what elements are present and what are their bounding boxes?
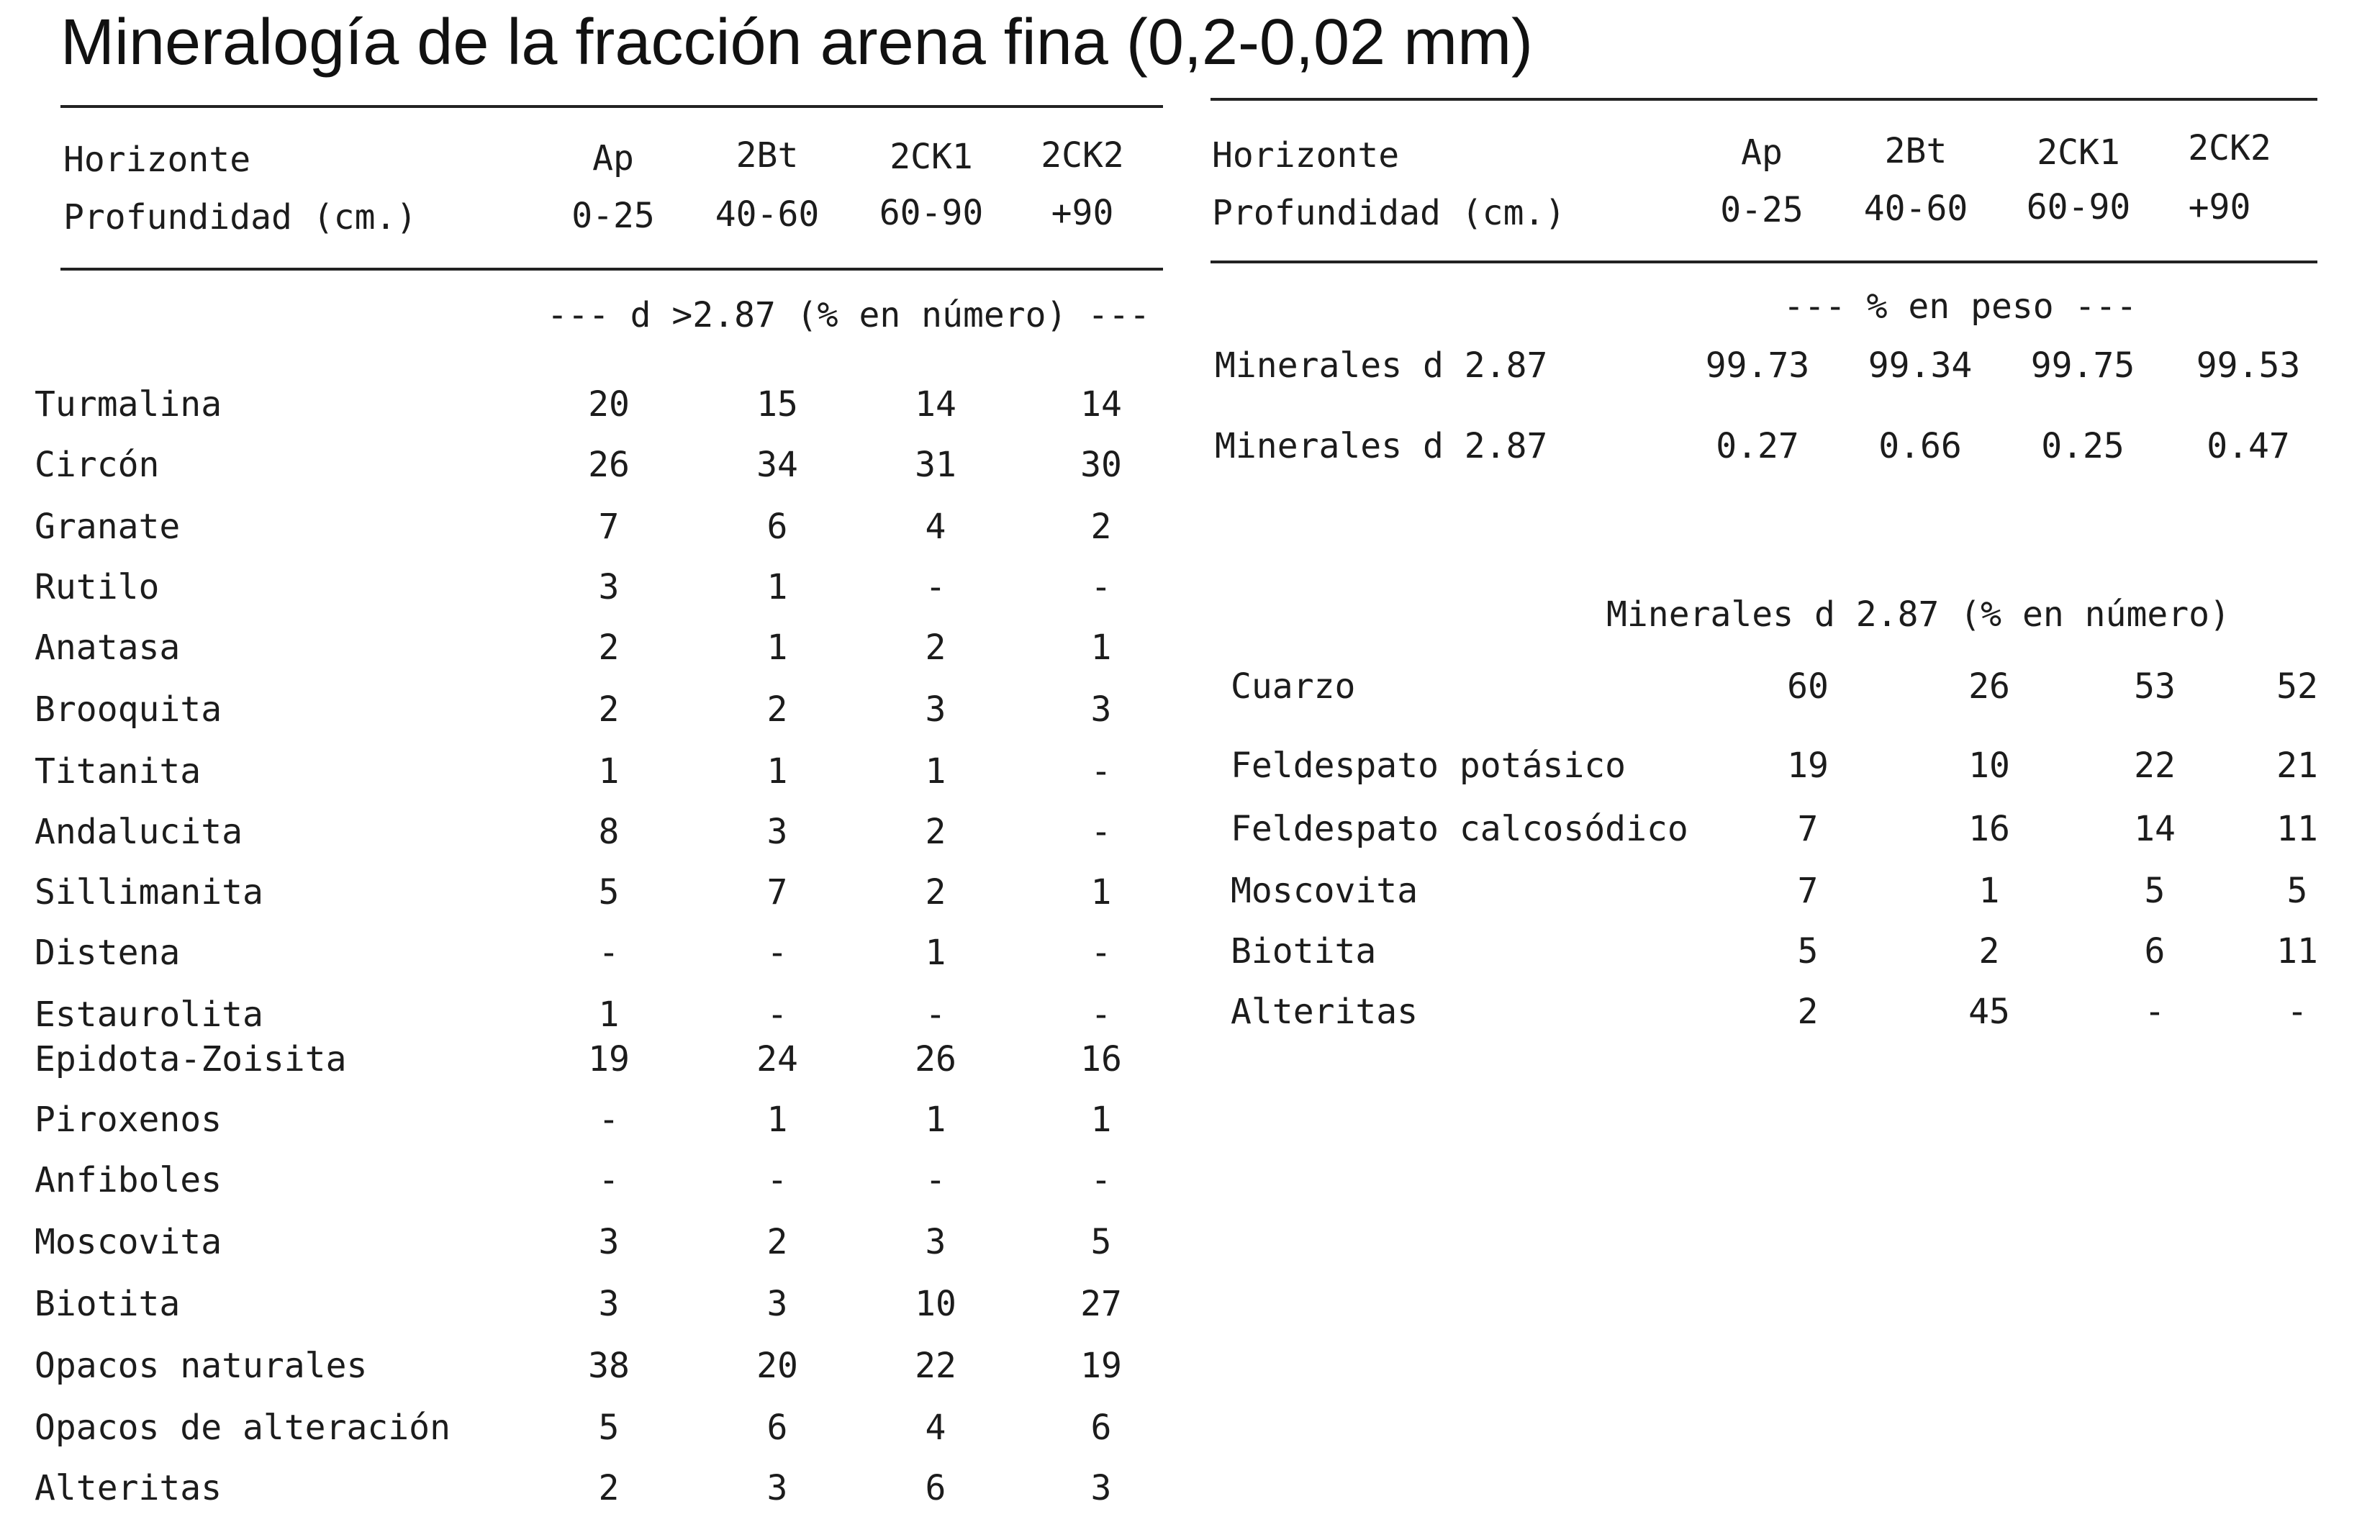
left-table-cell: 3 bbox=[925, 1222, 946, 1262]
left-table-cell: 15 bbox=[756, 384, 798, 425]
left-table-row-name: Piroxenos bbox=[35, 1100, 222, 1140]
light-table-cell: 21 bbox=[2276, 746, 2318, 786]
left-top-rule bbox=[60, 105, 1163, 108]
light-table-row-name: Moscovita bbox=[1231, 871, 1419, 911]
left-table-cell: 1 bbox=[598, 751, 620, 792]
left-table-cell: 2 bbox=[766, 1222, 788, 1262]
light-table-row-name: Feldespato calcosódico bbox=[1231, 809, 1688, 849]
light-table-cell: 11 bbox=[2276, 809, 2318, 849]
left-table-cell: 7 bbox=[766, 872, 788, 912]
left-table-cell: 10 bbox=[915, 1284, 956, 1324]
left-table-cell: - bbox=[1090, 995, 1112, 1035]
right-depth-2ck1: 60-90 bbox=[2026, 187, 2131, 227]
weight-table-cell: 0.47 bbox=[2207, 426, 2290, 466]
left-table-cell: 4 bbox=[925, 1408, 946, 1448]
right-header-rule bbox=[1211, 261, 2317, 263]
light-table-cell: 10 bbox=[1968, 746, 2010, 786]
right-depth-2ck2: +90 bbox=[2188, 187, 2251, 227]
right-depth-2bt: 40-60 bbox=[1863, 189, 1968, 229]
left-table-cell: 1 bbox=[925, 751, 946, 792]
light-table-cell: 19 bbox=[1787, 746, 1829, 786]
light-table-cell: 52 bbox=[2276, 666, 2318, 707]
left-table-row-name: Distena bbox=[35, 933, 181, 973]
left-table-cell: 2 bbox=[598, 1468, 620, 1508]
light-table-cell: 6 bbox=[2144, 931, 2166, 971]
left-table-cell: 6 bbox=[766, 1408, 788, 1448]
left-table-row-name: Brooquita bbox=[35, 689, 222, 730]
left-table-cell: 5 bbox=[598, 872, 620, 912]
light-table-cell: 60 bbox=[1787, 666, 1829, 707]
left-table-cell: - bbox=[1090, 812, 1112, 852]
weight-table-cell: 99.73 bbox=[1705, 345, 1810, 386]
light-table-row-name: Feldespato potásico bbox=[1231, 746, 1626, 786]
left-table-cell: 1 bbox=[1090, 628, 1112, 668]
right-horizon-label: Horizonte bbox=[1212, 135, 1400, 176]
left-table-cell: 34 bbox=[756, 445, 798, 485]
light-table-cell: 2 bbox=[1978, 931, 2000, 971]
left-table-cell: 30 bbox=[1080, 445, 1122, 485]
right-horizon-ap: Ap bbox=[1741, 132, 1783, 173]
left-table-row-name: Moscovita bbox=[35, 1222, 222, 1262]
left-table-cell: - bbox=[598, 933, 620, 973]
left-table-row-name: Epidota-Zoisita bbox=[35, 1039, 347, 1079]
left-horizon-ap: Ap bbox=[592, 138, 634, 178]
left-table-cell: 3 bbox=[925, 689, 946, 730]
left-table-cell: 3 bbox=[766, 812, 788, 852]
left-horizon-2bt: 2Bt bbox=[736, 135, 799, 176]
left-table-row-name: Rutilo bbox=[35, 567, 160, 607]
left-horizon-2ck2: 2CK2 bbox=[1041, 135, 1124, 176]
right-horizon-2ck1: 2CK1 bbox=[2037, 132, 2120, 173]
left-table-cell: - bbox=[1090, 567, 1112, 607]
left-table-row-name: Andalucita bbox=[35, 812, 243, 852]
left-table-cell: 2 bbox=[766, 689, 788, 730]
left-table-row-name: Anfiboles bbox=[35, 1160, 222, 1200]
light-table-cell: 45 bbox=[1968, 992, 2010, 1032]
left-section-label: --- d >2.87 (% en número) --- bbox=[547, 295, 1151, 335]
left-table-cell: 6 bbox=[925, 1468, 946, 1508]
left-table-cell: 5 bbox=[598, 1408, 620, 1448]
light-table-cell: - bbox=[2286, 992, 2308, 1032]
left-table-cell: 20 bbox=[756, 1346, 798, 1386]
light-table-cell: 1 bbox=[1978, 871, 2000, 911]
left-table-cell: 2 bbox=[1090, 507, 1112, 547]
left-depth-ap: 0-25 bbox=[571, 196, 655, 236]
left-table-row-name: Alteritas bbox=[35, 1468, 222, 1508]
left-table-row-name: Opacos de alteración bbox=[35, 1408, 451, 1448]
left-table-row-name: Granate bbox=[35, 507, 181, 547]
light-table-cell: 5 bbox=[1797, 931, 1819, 971]
left-table-cell: 8 bbox=[598, 812, 620, 852]
light-table-cell: 5 bbox=[2144, 871, 2166, 911]
left-table-row-name: Turmalina bbox=[35, 384, 222, 425]
left-depth-2bt: 40-60 bbox=[715, 194, 820, 235]
left-table-cell: 1 bbox=[1090, 1100, 1112, 1140]
left-header-rule bbox=[60, 268, 1163, 271]
light-table-cell: 14 bbox=[2134, 809, 2176, 849]
left-table-cell: 22 bbox=[915, 1346, 956, 1386]
weight-table-cell: 0.66 bbox=[1878, 426, 1962, 466]
left-table-cell: 16 bbox=[1080, 1039, 1122, 1079]
left-table-cell: 27 bbox=[1080, 1284, 1122, 1324]
left-table-cell: 1 bbox=[766, 1100, 788, 1140]
left-table-cell: - bbox=[925, 567, 946, 607]
left-table-cell: - bbox=[1090, 751, 1112, 792]
left-depth-label: Profundidad (cm.) bbox=[63, 197, 417, 237]
left-table-cell: 3 bbox=[598, 1284, 620, 1324]
weight-table-cell: 0.27 bbox=[1716, 426, 1799, 466]
left-table-cell: - bbox=[1090, 1160, 1112, 1200]
left-depth-2ck2: +90 bbox=[1051, 193, 1114, 233]
right-horizon-2ck2: 2CK2 bbox=[2188, 128, 2271, 168]
left-table-cell: - bbox=[766, 995, 788, 1035]
left-table-cell: - bbox=[925, 995, 946, 1035]
left-table-row-name: Titanita bbox=[35, 751, 202, 792]
weight-table-cell: 99.53 bbox=[2196, 345, 2301, 386]
left-table-cell: 14 bbox=[915, 384, 956, 425]
left-table-cell: 3 bbox=[766, 1284, 788, 1324]
light-table-row-name: Alteritas bbox=[1231, 992, 1419, 1032]
light-table-cell: 7 bbox=[1797, 809, 1819, 849]
left-table-cell: - bbox=[1090, 933, 1112, 973]
left-table-cell: 1 bbox=[766, 751, 788, 792]
weight-table-row-name: Minerales d 2.87 bbox=[1215, 345, 1548, 386]
left-table-cell: 26 bbox=[915, 1039, 956, 1079]
weight-table-cell: 99.34 bbox=[1868, 345, 1973, 386]
left-table-cell: 1 bbox=[766, 628, 788, 668]
left-table-cell: - bbox=[925, 1160, 946, 1200]
left-table-cell: 31 bbox=[915, 445, 956, 485]
page-title: Mineralogía de la fracción arena fina (0,2-0,02 mm) bbox=[60, 6, 1534, 78]
light-table-cell: 22 bbox=[2134, 746, 2176, 786]
light-table-cell: 11 bbox=[2276, 931, 2318, 971]
weight-table-cell: 0.25 bbox=[2041, 426, 2125, 466]
left-table-row-name: Anatasa bbox=[35, 628, 181, 668]
left-table-cell: 2 bbox=[925, 872, 946, 912]
light-table-cell: 53 bbox=[2134, 666, 2176, 707]
left-table-cell: 3 bbox=[1090, 689, 1112, 730]
light-table-row-name: Cuarzo bbox=[1231, 666, 1356, 707]
left-table-cell: 1 bbox=[1090, 872, 1112, 912]
left-table-cell: 6 bbox=[1090, 1408, 1112, 1448]
right-light-section-label: Minerales d 2.87 (% en número) bbox=[1606, 594, 2230, 635]
left-table-cell: - bbox=[598, 1100, 620, 1140]
left-table-row-name: Estaurolita bbox=[35, 995, 263, 1035]
left-table-cell: 1 bbox=[766, 567, 788, 607]
left-horizon-label: Horizonte bbox=[63, 140, 251, 180]
right-depth-label: Profundidad (cm.) bbox=[1212, 193, 1566, 233]
weight-table-row-name: Minerales d 2.87 bbox=[1215, 426, 1548, 466]
light-table-cell: - bbox=[2144, 992, 2166, 1032]
left-table-cell: 3 bbox=[598, 567, 620, 607]
left-table-cell: 7 bbox=[598, 507, 620, 547]
left-table-cell: 20 bbox=[588, 384, 630, 425]
left-table-cell: 24 bbox=[756, 1039, 798, 1079]
right-weight-section-label: --- % en peso --- bbox=[1783, 286, 2137, 327]
light-table-cell: 2 bbox=[1797, 992, 1819, 1032]
light-table-cell: 5 bbox=[2286, 871, 2308, 911]
light-table-cell: 7 bbox=[1797, 871, 1819, 911]
left-table-row-name: Sillimanita bbox=[35, 872, 263, 912]
left-table-cell: - bbox=[766, 1160, 788, 1200]
left-table-cell: 2 bbox=[598, 689, 620, 730]
left-table-cell: - bbox=[598, 1160, 620, 1200]
left-table-cell: 2 bbox=[598, 628, 620, 668]
left-table-cell: 26 bbox=[588, 445, 630, 485]
left-table-cell: 3 bbox=[1090, 1468, 1112, 1508]
left-table-cell: 19 bbox=[1080, 1346, 1122, 1386]
right-top-rule bbox=[1211, 98, 2317, 101]
left-table-cell: 3 bbox=[598, 1222, 620, 1262]
left-table-cell: 4 bbox=[925, 507, 946, 547]
left-table-cell: 3 bbox=[766, 1468, 788, 1508]
light-table-cell: 26 bbox=[1968, 666, 2010, 707]
left-table-row-name: Biotita bbox=[35, 1284, 181, 1324]
weight-table-cell: 99.75 bbox=[2030, 345, 2135, 386]
left-table-cell: 1 bbox=[925, 1100, 946, 1140]
left-table-row-name: Opacos naturales bbox=[35, 1346, 368, 1386]
right-horizon-2bt: 2Bt bbox=[1884, 131, 1947, 171]
right-depth-ap: 0-25 bbox=[1720, 190, 1804, 230]
left-table-cell: 1 bbox=[925, 933, 946, 973]
left-table-row-name: Circón bbox=[35, 445, 160, 485]
light-table-cell: 16 bbox=[1968, 809, 2010, 849]
left-table-cell: 38 bbox=[588, 1346, 630, 1386]
left-depth-2ck1: 60-90 bbox=[879, 193, 984, 233]
left-table-cell: 2 bbox=[925, 628, 946, 668]
light-table-row-name: Biotita bbox=[1231, 931, 1377, 971]
left-table-cell: - bbox=[766, 933, 788, 973]
left-table-cell: 19 bbox=[588, 1039, 630, 1079]
left-table-cell: 2 bbox=[925, 812, 946, 852]
left-table-cell: 5 bbox=[1090, 1222, 1112, 1262]
left-table-cell: 14 bbox=[1080, 384, 1122, 425]
left-table-cell: 1 bbox=[598, 995, 620, 1035]
left-horizon-2ck1: 2CK1 bbox=[890, 137, 973, 177]
left-table-cell: 6 bbox=[766, 507, 788, 547]
